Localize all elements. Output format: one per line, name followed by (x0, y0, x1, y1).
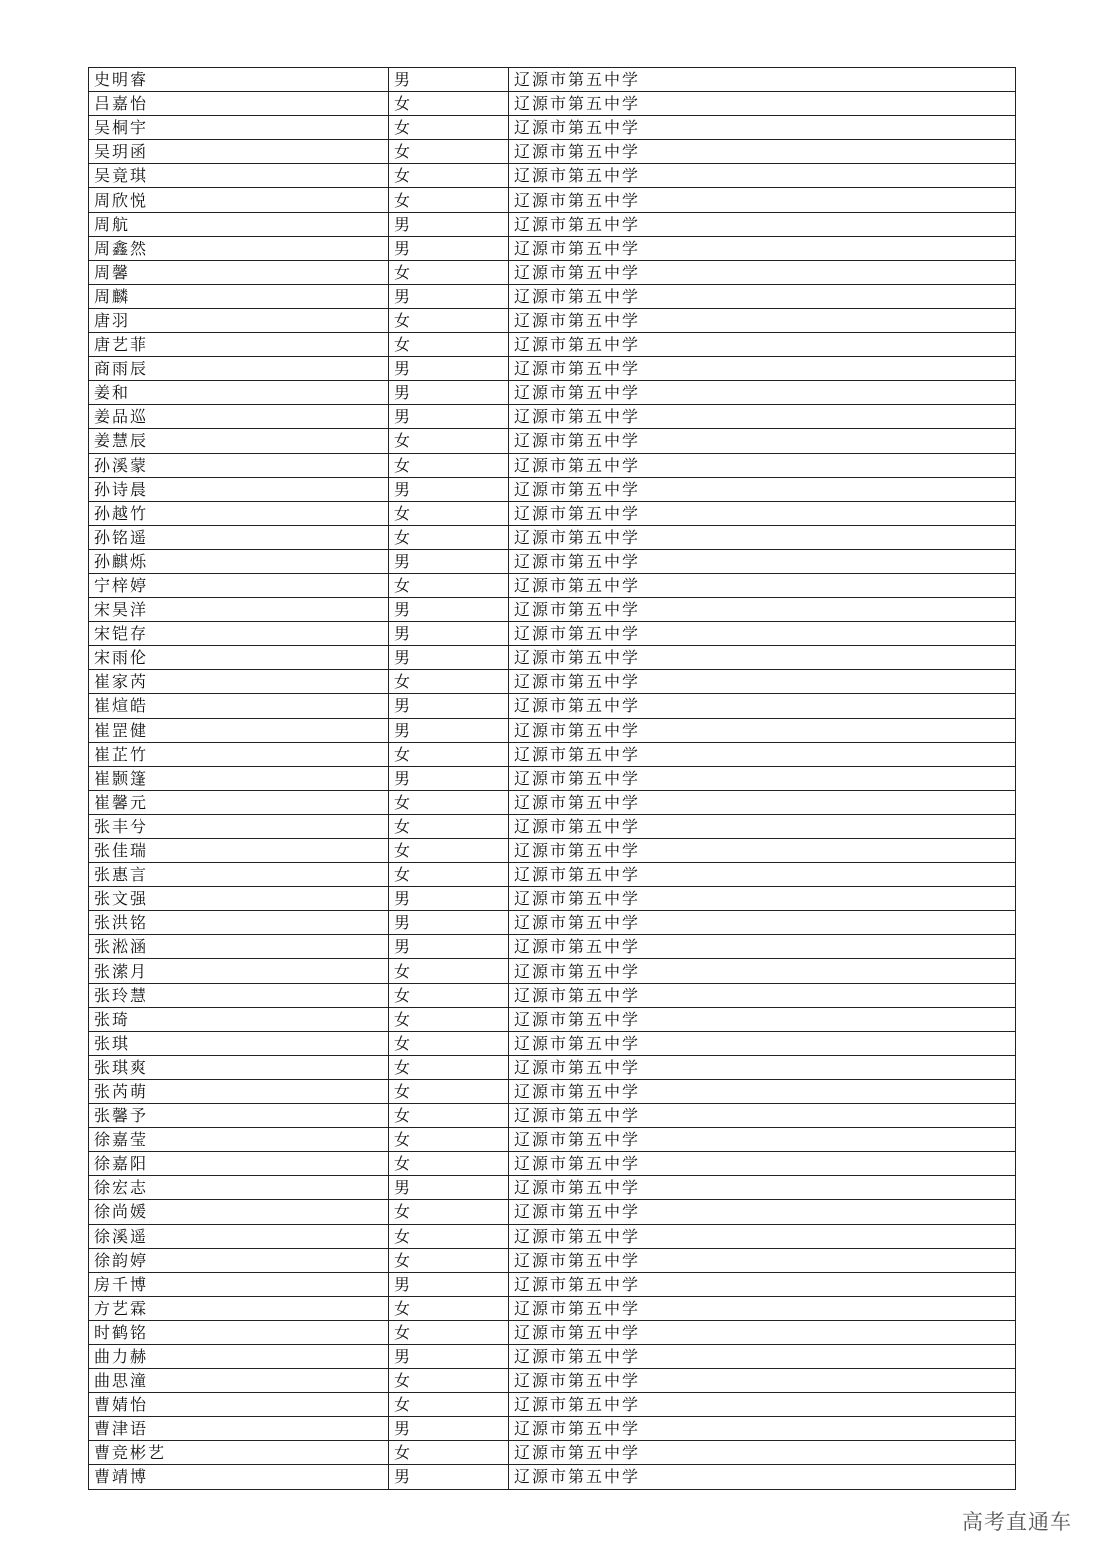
table-row (89, 116, 1016, 140)
school-cell: 辽源市第五中学 (509, 983, 1016, 1007)
gender-cell: 男 (389, 718, 509, 742)
gender-cell: 男 (389, 622, 509, 646)
name-cell: 曲力赫 (89, 1344, 389, 1368)
table-row (89, 1344, 1016, 1368)
table-row (89, 1296, 1016, 1320)
name-cell: 曹津语 (89, 1417, 389, 1441)
gender-cell: 女 (389, 790, 509, 814)
school-cell: 辽源市第五中学 (509, 429, 1016, 453)
table-row (89, 1465, 1016, 1489)
school-cell: 辽源市第五中学 (509, 188, 1016, 212)
table-row (89, 1152, 1016, 1176)
name-cell: 唐羽 (89, 308, 389, 332)
gender-cell: 女 (389, 308, 509, 332)
name-cell: 史明睿 (89, 68, 389, 92)
name-cell: 张馨予 (89, 1104, 389, 1128)
gender-cell: 女 (389, 1369, 509, 1393)
table-row (89, 573, 1016, 597)
table-row (89, 68, 1016, 92)
name-cell: 徐嘉阳 (89, 1152, 389, 1176)
school-cell: 辽源市第五中学 (509, 863, 1016, 887)
name-cell: 宁梓婷 (89, 573, 389, 597)
name-cell: 吴竟琪 (89, 164, 389, 188)
gender-cell: 男 (389, 887, 509, 911)
gender-cell: 女 (389, 959, 509, 983)
table-row (89, 308, 1016, 332)
name-cell: 徐宏志 (89, 1176, 389, 1200)
name-cell: 吕嘉怡 (89, 92, 389, 116)
table-row (89, 357, 1016, 381)
school-cell: 辽源市第五中学 (509, 381, 1016, 405)
roster-body (89, 68, 1016, 1490)
table-row (89, 1224, 1016, 1248)
gender-cell: 女 (389, 140, 509, 164)
gender-cell: 男 (389, 405, 509, 429)
school-cell: 辽源市第五中学 (509, 935, 1016, 959)
school-cell: 辽源市第五中学 (509, 501, 1016, 525)
gender-cell: 女 (389, 260, 509, 284)
gender-cell: 男 (389, 1465, 509, 1489)
table-row (89, 140, 1016, 164)
name-cell: 张玲慧 (89, 983, 389, 1007)
school-cell: 辽源市第五中学 (509, 1272, 1016, 1296)
table-row (89, 260, 1016, 284)
table-row (89, 694, 1016, 718)
table-row (89, 212, 1016, 236)
school-cell: 辽源市第五中学 (509, 694, 1016, 718)
school-cell: 辽源市第五中学 (509, 1200, 1016, 1224)
school-cell: 辽源市第五中学 (509, 1152, 1016, 1176)
school-cell: 辽源市第五中学 (509, 477, 1016, 501)
table-row (89, 1393, 1016, 1417)
name-cell: 房千博 (89, 1272, 389, 1296)
table-row (89, 887, 1016, 911)
table-row (89, 477, 1016, 501)
school-cell: 辽源市第五中学 (509, 839, 1016, 863)
name-cell: 孙麒烁 (89, 549, 389, 573)
name-cell: 徐韵婷 (89, 1248, 389, 1272)
gender-cell: 女 (389, 742, 509, 766)
name-cell: 孙越竹 (89, 501, 389, 525)
table-row (89, 284, 1016, 308)
name-cell: 张洪铭 (89, 911, 389, 935)
school-cell: 辽源市第五中学 (509, 1031, 1016, 1055)
table-row (89, 164, 1016, 188)
school-cell: 辽源市第五中学 (509, 1344, 1016, 1368)
gender-cell: 女 (389, 188, 509, 212)
school-cell: 辽源市第五中学 (509, 959, 1016, 983)
school-cell: 辽源市第五中学 (509, 260, 1016, 284)
school-cell: 辽源市第五中学 (509, 1393, 1016, 1417)
gender-cell: 男 (389, 1417, 509, 1441)
gender-cell: 女 (389, 573, 509, 597)
table-row (89, 1176, 1016, 1200)
school-cell: 辽源市第五中学 (509, 1079, 1016, 1103)
name-cell: 吴桐宇 (89, 116, 389, 140)
name-cell: 周航 (89, 212, 389, 236)
gender-cell: 男 (389, 646, 509, 670)
gender-cell: 女 (389, 1224, 509, 1248)
gender-cell: 男 (389, 694, 509, 718)
gender-cell: 女 (389, 839, 509, 863)
gender-cell: 女 (389, 429, 509, 453)
school-cell: 辽源市第五中学 (509, 1007, 1016, 1031)
school-cell: 辽源市第五中学 (509, 1176, 1016, 1200)
name-cell: 姜和 (89, 381, 389, 405)
table-row (89, 333, 1016, 357)
gender-cell: 男 (389, 1176, 509, 1200)
gender-cell: 女 (389, 670, 509, 694)
gender-cell: 女 (389, 1393, 509, 1417)
gender-cell: 男 (389, 1272, 509, 1296)
student-roster-table (88, 67, 1016, 1490)
school-cell: 辽源市第五中学 (509, 549, 1016, 573)
gender-cell: 女 (389, 1200, 509, 1224)
school-cell: 辽源市第五中学 (509, 284, 1016, 308)
school-cell: 辽源市第五中学 (509, 1441, 1016, 1465)
school-cell: 辽源市第五中学 (509, 622, 1016, 646)
school-cell: 辽源市第五中学 (509, 911, 1016, 935)
table-row (89, 622, 1016, 646)
school-cell: 辽源市第五中学 (509, 68, 1016, 92)
table-row (89, 1369, 1016, 1393)
gender-cell: 男 (389, 1344, 509, 1368)
table-row (89, 453, 1016, 477)
name-cell: 姜品巡 (89, 405, 389, 429)
table-row (89, 983, 1016, 1007)
name-cell: 曲思潼 (89, 1369, 389, 1393)
name-cell: 崔家芮 (89, 670, 389, 694)
table-row (89, 429, 1016, 453)
name-cell: 崔罡健 (89, 718, 389, 742)
gender-cell: 女 (389, 1296, 509, 1320)
name-cell: 时鹤铭 (89, 1320, 389, 1344)
school-cell: 辽源市第五中学 (509, 1128, 1016, 1152)
school-cell: 辽源市第五中学 (509, 1369, 1016, 1393)
name-cell: 徐尚媛 (89, 1200, 389, 1224)
gender-cell: 男 (389, 766, 509, 790)
school-cell: 辽源市第五中学 (509, 1465, 1016, 1489)
table-row (89, 1320, 1016, 1344)
name-cell: 孙诗晨 (89, 477, 389, 501)
name-cell: 张琦 (89, 1007, 389, 1031)
gender-cell: 女 (389, 164, 509, 188)
name-cell: 周麟 (89, 284, 389, 308)
name-cell: 张芮萌 (89, 1079, 389, 1103)
table-row (89, 1128, 1016, 1152)
name-cell: 张惠言 (89, 863, 389, 887)
name-cell: 方艺霖 (89, 1296, 389, 1320)
gender-cell: 女 (389, 814, 509, 838)
school-cell: 辽源市第五中学 (509, 1104, 1016, 1128)
name-cell: 崔煊皓 (89, 694, 389, 718)
table-row (89, 766, 1016, 790)
gender-cell: 男 (389, 212, 509, 236)
gender-cell: 男 (389, 935, 509, 959)
school-cell: 辽源市第五中学 (509, 742, 1016, 766)
table-row (89, 839, 1016, 863)
table-row (89, 646, 1016, 670)
school-cell: 辽源市第五中学 (509, 525, 1016, 549)
school-cell: 辽源市第五中学 (509, 333, 1016, 357)
school-cell: 辽源市第五中学 (509, 1224, 1016, 1248)
gender-cell: 女 (389, 1007, 509, 1031)
name-cell: 崔芷竹 (89, 742, 389, 766)
table-row (89, 863, 1016, 887)
table-row (89, 188, 1016, 212)
table-row (89, 1248, 1016, 1272)
gender-cell: 女 (389, 333, 509, 357)
school-cell: 辽源市第五中学 (509, 1248, 1016, 1272)
school-cell: 辽源市第五中学 (509, 670, 1016, 694)
name-cell: 商雨辰 (89, 357, 389, 381)
table-row (89, 1272, 1016, 1296)
table-row (89, 814, 1016, 838)
name-cell: 徐嘉莹 (89, 1128, 389, 1152)
gender-cell: 男 (389, 911, 509, 935)
table-row (89, 236, 1016, 260)
gender-cell: 女 (389, 1320, 509, 1344)
gender-cell: 女 (389, 116, 509, 140)
gender-cell: 女 (389, 501, 509, 525)
name-cell: 周欣悦 (89, 188, 389, 212)
name-cell: 崔颢篷 (89, 766, 389, 790)
name-cell: 曹婧怡 (89, 1393, 389, 1417)
school-cell: 辽源市第五中学 (509, 357, 1016, 381)
table-row (89, 670, 1016, 694)
gender-cell: 男 (389, 236, 509, 260)
name-cell: 张琪 (89, 1031, 389, 1055)
school-cell: 辽源市第五中学 (509, 236, 1016, 260)
name-cell: 吴玥函 (89, 140, 389, 164)
name-cell: 唐艺菲 (89, 333, 389, 357)
name-cell: 张琪爽 (89, 1055, 389, 1079)
table-row (89, 1417, 1016, 1441)
school-cell: 辽源市第五中学 (509, 887, 1016, 911)
school-cell: 辽源市第五中学 (509, 1055, 1016, 1079)
gender-cell: 男 (389, 381, 509, 405)
school-cell: 辽源市第五中学 (509, 718, 1016, 742)
name-cell: 孙铭遥 (89, 525, 389, 549)
gender-cell: 男 (389, 598, 509, 622)
gender-cell: 女 (389, 1031, 509, 1055)
school-cell: 辽源市第五中学 (509, 1417, 1016, 1441)
school-cell: 辽源市第五中学 (509, 116, 1016, 140)
gender-cell: 女 (389, 1079, 509, 1103)
table-row (89, 935, 1016, 959)
table-row (89, 549, 1016, 573)
gender-cell: 女 (389, 92, 509, 116)
table-row (89, 742, 1016, 766)
name-cell: 曹靖博 (89, 1465, 389, 1489)
gender-cell: 男 (389, 284, 509, 308)
gender-cell: 女 (389, 863, 509, 887)
name-cell: 宋昊洋 (89, 598, 389, 622)
table-row (89, 598, 1016, 622)
name-cell: 宋雨伦 (89, 646, 389, 670)
gender-cell: 女 (389, 1441, 509, 1465)
table-row (89, 1079, 1016, 1103)
gender-cell: 女 (389, 1128, 509, 1152)
gender-cell: 男 (389, 357, 509, 381)
gender-cell: 女 (389, 1152, 509, 1176)
table-row (89, 525, 1016, 549)
name-cell: 张丰兮 (89, 814, 389, 838)
table-row (89, 1200, 1016, 1224)
gender-cell: 男 (389, 68, 509, 92)
gender-cell: 女 (389, 1248, 509, 1272)
table-row (89, 718, 1016, 742)
school-cell: 辽源市第五中学 (509, 212, 1016, 236)
name-cell: 张文强 (89, 887, 389, 911)
name-cell: 崔馨元 (89, 790, 389, 814)
table-row (89, 405, 1016, 429)
gender-cell: 男 (389, 477, 509, 501)
table-row (89, 1055, 1016, 1079)
school-cell: 辽源市第五中学 (509, 92, 1016, 116)
school-cell: 辽源市第五中学 (509, 766, 1016, 790)
name-cell: 徐溪遥 (89, 1224, 389, 1248)
table-row (89, 501, 1016, 525)
table-row (89, 959, 1016, 983)
name-cell: 姜慧辰 (89, 429, 389, 453)
name-cell: 曹竞彬艺 (89, 1441, 389, 1465)
table-row (89, 911, 1016, 935)
gender-cell: 男 (389, 549, 509, 573)
school-cell: 辽源市第五中学 (509, 308, 1016, 332)
table-row (89, 790, 1016, 814)
gender-cell: 女 (389, 1055, 509, 1079)
gender-cell: 女 (389, 983, 509, 1007)
table-row (89, 1104, 1016, 1128)
table-row (89, 1007, 1016, 1031)
name-cell: 张淞涵 (89, 935, 389, 959)
name-cell: 张潆月 (89, 959, 389, 983)
school-cell: 辽源市第五中学 (509, 405, 1016, 429)
school-cell: 辽源市第五中学 (509, 598, 1016, 622)
watermark-text: 高考直通车 (962, 1510, 1072, 1534)
name-cell: 周馨 (89, 260, 389, 284)
name-cell: 周鑫然 (89, 236, 389, 260)
school-cell: 辽源市第五中学 (509, 164, 1016, 188)
school-cell: 辽源市第五中学 (509, 1296, 1016, 1320)
school-cell: 辽源市第五中学 (509, 790, 1016, 814)
gender-cell: 女 (389, 1104, 509, 1128)
school-cell: 辽源市第五中学 (509, 140, 1016, 164)
table-row (89, 1031, 1016, 1055)
school-cell: 辽源市第五中学 (509, 814, 1016, 838)
school-cell: 辽源市第五中学 (509, 453, 1016, 477)
school-cell: 辽源市第五中学 (509, 1320, 1016, 1344)
name-cell: 宋铠存 (89, 622, 389, 646)
name-cell: 孙溪蒙 (89, 453, 389, 477)
school-cell: 辽源市第五中学 (509, 646, 1016, 670)
gender-cell: 女 (389, 453, 509, 477)
table-row (89, 1441, 1016, 1465)
gender-cell: 女 (389, 525, 509, 549)
table-row (89, 381, 1016, 405)
table-row (89, 92, 1016, 116)
name-cell: 张佳瑞 (89, 839, 389, 863)
school-cell: 辽源市第五中学 (509, 573, 1016, 597)
